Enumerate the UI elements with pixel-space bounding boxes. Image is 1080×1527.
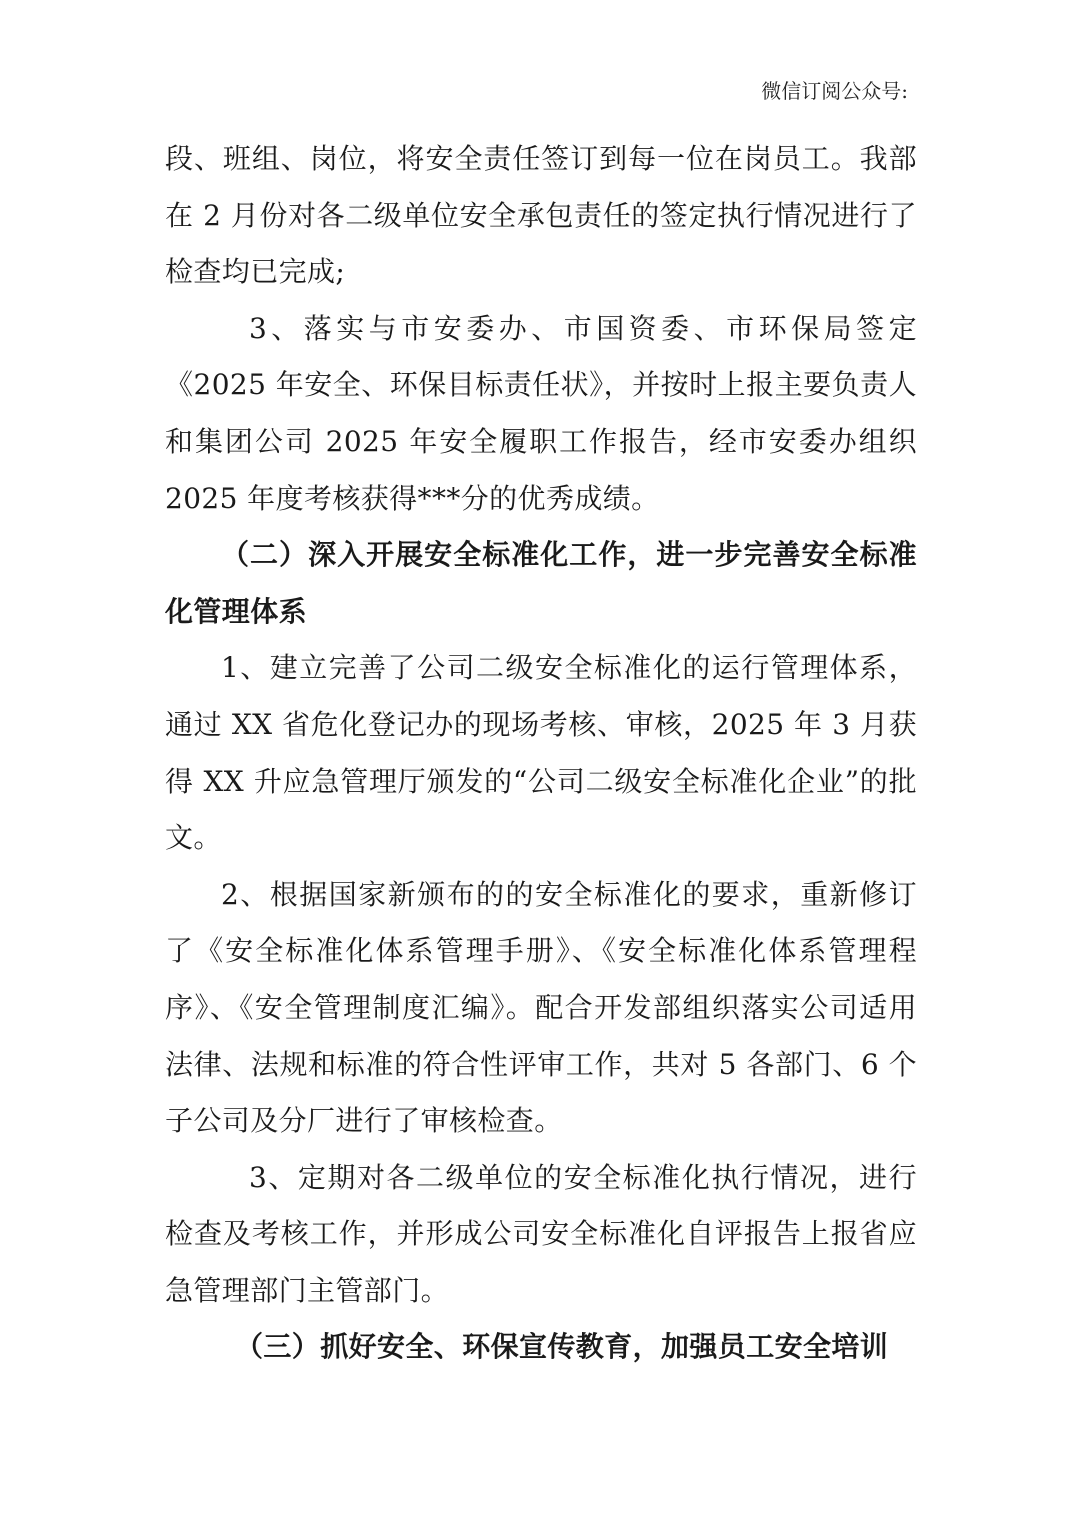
paragraph-item-2-standardization: 2、根据国家新颁布的的安全标准化的要求，重新修订了《安全标准化体系管理手册》、《安全标准化体系管理程序》、《安全管理制度汇编》。配合开发部组织落实公司适用法律、法规和标准的符合性评审工作，共对 5 各部门、6 个子公司及分厂进行了审核检查。 — [165, 877, 917, 1138]
section-heading-2: （二）深入开展安全标准化工作，进一步完善安全标准化管理体系 — [165, 538, 917, 628]
paragraph-item-3-standardization: 3、定期对各二级单位的安全标准化执行情况，进行检查及考核工作，并形成公司安全标准化自评报告上报省应急管理部门主管部门。 — [165, 1160, 917, 1307]
header-note: 微信订阅公众号: — [761, 79, 908, 103]
document-body — [165, 131, 917, 1376]
paragraph-item-1-standardization: 1、建立完善了公司二级安全标准化的运行管理体系，通过 XX 省危化登记办的现场考核、审核，2025 年 3 月获得 XX 升应急管理厅颁发的“公司二级安全标准化企业”的批文。 — [165, 651, 917, 855]
paragraph-continued: 段、班组、岗位，将安全责任签订到每一位在岗员工。我部在 2 月份对各二级单位安全承包责任的签定执行情况进行了检查均已完成; — [165, 142, 917, 289]
section-heading-3: （三）抓好安全、环保宣传教育，加强员工安全培训 — [235, 1330, 889, 1364]
paragraph-item-3-responsibility: 3、落实与市安委办、市国资委、市环保局签定《2025 年安全、环保目标责任状》，并按时上报主要负责人和集团公司 2025 年安全履职工作报告，经市安委办组织 2025 年度考核获得***分的优秀成绩。 — [165, 311, 917, 515]
